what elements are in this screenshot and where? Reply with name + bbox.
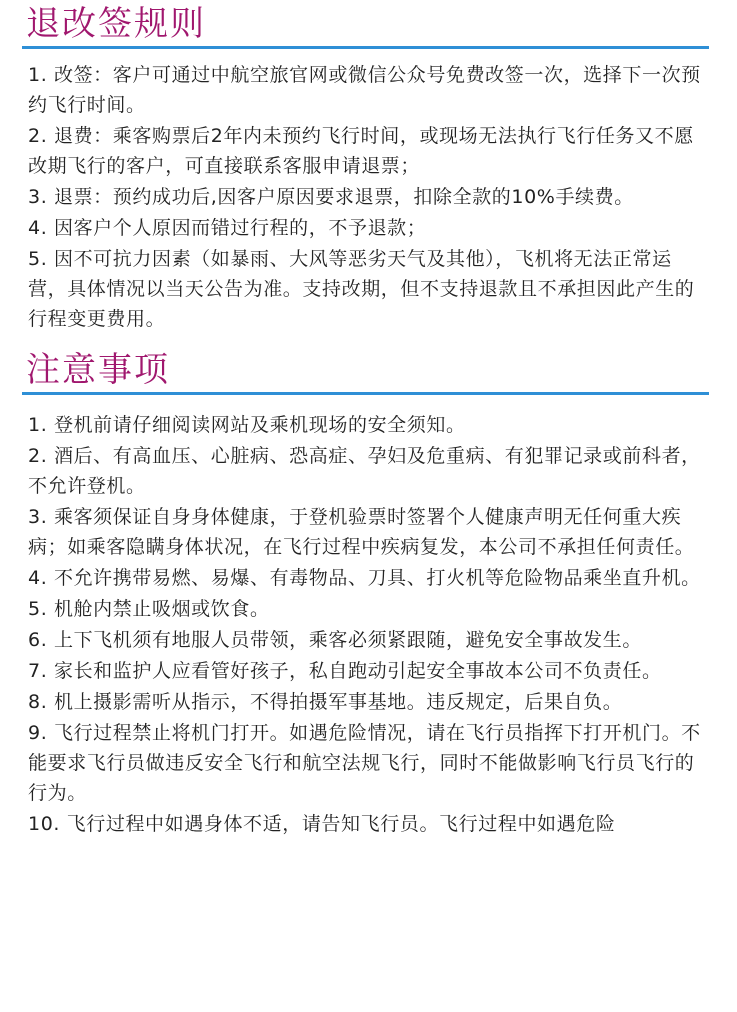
list-item: 3. 乘客须保证自身身体健康，于登机验票时签署个人健康声明无任何重大疾病；如乘客隐瞒身体状况，在飞行过程中疾病复发，本公司不承担任何责任。	[28, 506, 695, 558]
list-item: 5. 因不可抗力因素（如暴雨、大风等恶劣天气及其他），飞机将无法正常运营，具体情况以当天公告为准。支持改期，但不支持退款且不承担因此产生的行程变更费用。	[28, 248, 695, 330]
notice-section	[0, 348, 737, 839]
list-item: 4. 不允许携带易燃、易爆、有毒物品、刀具、打火机等危险物品乘坐直升机。	[28, 567, 701, 589]
list-item: 1. 登机前请仔细阅读网站及乘机现场的安全须知。	[28, 414, 466, 436]
list-item: 5. 机舱内禁止吸烟或饮食。	[28, 598, 270, 620]
list-item: 4. 因客户个人原因而错过行程的，不予退款；	[28, 217, 427, 239]
list-item: 6. 上下飞机须有地服人员带领，乘客必须紧跟随，避免安全事故发生。	[28, 629, 642, 651]
notice-list	[0, 395, 737, 839]
refund-rules-list	[0, 49, 737, 334]
list-item: 2. 退费：乘客购票后2年内未预约飞行时间，或现场无法执行飞行任务又不愿改期飞行的客户，可直接联系客服申请退票；	[28, 125, 694, 177]
section-title: 注意事项	[26, 350, 170, 390]
list-item: 2. 酒后、有高血压、心脏病、恐高症、孕妇及危重病、有犯罪记录或前科者，不允许登机。	[28, 445, 701, 497]
list-item: 9. 飞行过程禁止将机门打开。如遇危险情况，请在飞行员指挥下打开机门。不能要求飞行员做违反安全飞行和航空法规飞行，同时不能做影响飞行员飞行的行为。	[28, 722, 701, 804]
section-title: 退改签规则	[26, 4, 206, 44]
list-item: 3. 退票：预约成功后,因客户原因要求退票，扣除全款的10%手续费。	[28, 186, 634, 208]
list-item: 1. 改签：客户可通过中航空旅官网或微信公众号免费改签一次，选择下一次预约飞行时间。	[28, 64, 701, 116]
list-item: 8. 机上摄影需听从指示，不得拍摄军事基地。违反规定，后果自负。	[28, 691, 623, 713]
list-item: 10. 飞行过程中如遇身体不适，请告知飞行员。飞行过程中如遇危险	[28, 813, 616, 835]
refund-rules-section	[0, 0, 737, 334]
list-item: 7. 家长和监护人应看管好孩子，私自跑动引起安全事故本公司不负责任。	[28, 660, 662, 682]
